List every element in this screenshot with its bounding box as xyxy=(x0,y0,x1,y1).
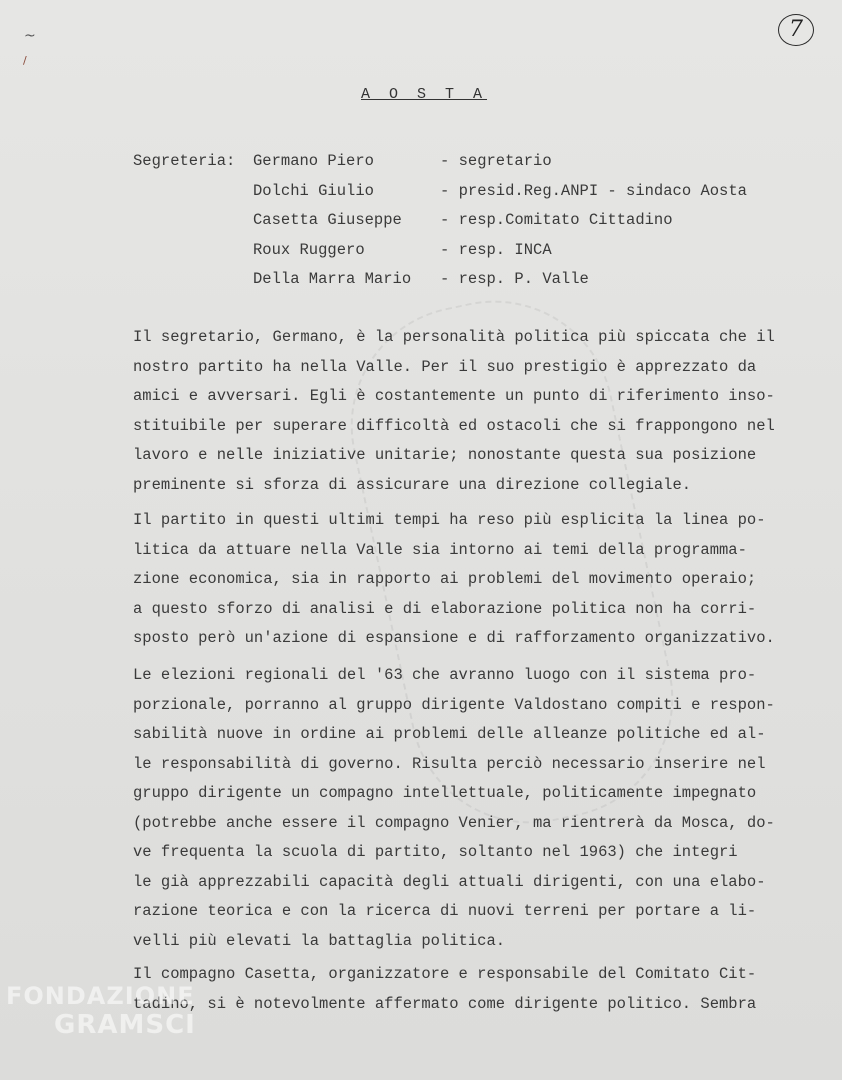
text-line: stituibile per superare difficoltà ed ostacoli che si frappongono nel xyxy=(133,416,775,435)
member-name: Roux Ruggero xyxy=(253,240,365,259)
text-line: tadino, si è notevolmente affermato come dirigente politico. Sembra xyxy=(133,994,757,1013)
roster-label: Segreteria: xyxy=(133,152,236,170)
member-name: Germano Piero xyxy=(253,152,374,170)
text-line: a questo sforzo di analisi e di elaborazione politica non ha corri- xyxy=(133,599,757,618)
text-line: preminente si sforza di assicurare una direzione collegiale. xyxy=(133,475,692,494)
member-role: - resp. P. Valle xyxy=(440,270,589,288)
roster-row xyxy=(133,152,552,182)
paragraph-elezioni xyxy=(133,666,775,961)
archive-watermark xyxy=(6,984,196,1038)
page-title: A O S T A xyxy=(361,86,488,103)
roster-row xyxy=(133,240,552,271)
member-role: - presid.Reg.ANPI - sindaco Aosta xyxy=(440,181,747,200)
text-line: Il partito in questi ultimi tempi ha reso più esplicita la linea po- xyxy=(133,511,766,529)
roster-row xyxy=(133,270,589,300)
page-number-circle: 7 xyxy=(778,14,814,46)
text-line: Il segretario, Germano, è la personalità politica più spiccata che il xyxy=(133,328,775,346)
member-name: Della Marra Mario xyxy=(253,270,412,288)
text-line: ve frequenta la scuola di partito, soltanto nel 1963) che integri xyxy=(133,843,738,861)
text-line: sposto però un'azione di espansione e di rafforzamento organizzativo. xyxy=(133,629,775,647)
paragraph-germano xyxy=(133,328,775,505)
text-line: sabilità nuove in ordine ai problemi delle alleanze politiche ed al- xyxy=(133,725,766,743)
roster-row xyxy=(133,181,747,212)
paragraph-casetta xyxy=(133,965,756,1024)
text-line: litica da attuare nella Valle sia intorno ai temi della programma- xyxy=(133,540,747,559)
member-name: Casetta Giuseppe xyxy=(253,211,402,229)
text-line: lavoro e nelle iniziative unitarie; nonostante questa sua posizione xyxy=(133,446,757,464)
text-line: razione teorica e con la ricerca di nuovi terreni per portare a li- xyxy=(133,902,757,920)
text-line: Il compagno Casetta, organizzatore e responsabile del Comitato Cit- xyxy=(133,965,757,983)
member-role: - resp.Comitato Cittadino xyxy=(440,211,673,229)
member-name: Dolchi Giulio xyxy=(253,181,374,200)
watermark-line: FONDAZIONE xyxy=(6,982,195,1010)
corner-mark: ~ xyxy=(24,28,36,44)
text-line: gruppo dirigente un compagno intellettuale, politicamente impegnato xyxy=(133,784,757,802)
text-line: amici e avversari. Egli è costantemente un punto di riferimento inso- xyxy=(133,387,775,405)
text-line: nostro partito ha nella Valle. Per il suo prestigio è apprezzato da xyxy=(133,357,757,376)
segreteria-roster xyxy=(133,152,747,300)
text-line: velli più elevati la battaglia politica. xyxy=(133,931,506,950)
watermark-line: GRAMSCI xyxy=(54,1010,196,1040)
text-line: Le elezioni regionali del '63 che avranno luogo con il sistema pro- xyxy=(133,666,757,684)
paragraph-partito xyxy=(133,511,775,659)
corner-tick: / xyxy=(23,54,27,67)
text-line: le già apprezzabili capacità degli attuali dirigenti, con una elabo- xyxy=(133,872,766,891)
text-line: zione economica, sia in rapporto ai problemi del movimento operaio; xyxy=(133,570,757,588)
roster-row xyxy=(133,211,673,241)
member-role: - resp. INCA xyxy=(440,240,552,259)
text-line: (potrebbe anche essere il compagno Venier, ma rientrerà da Mosca, do- xyxy=(133,813,775,832)
text-line: porzionale, porranno al gruppo dirigente Valdostano compiti e respon- xyxy=(133,695,775,714)
text-line: le responsabilità di governo. Risulta perciò necessario inserire nel xyxy=(133,754,766,773)
member-role: - segretario xyxy=(440,152,552,170)
